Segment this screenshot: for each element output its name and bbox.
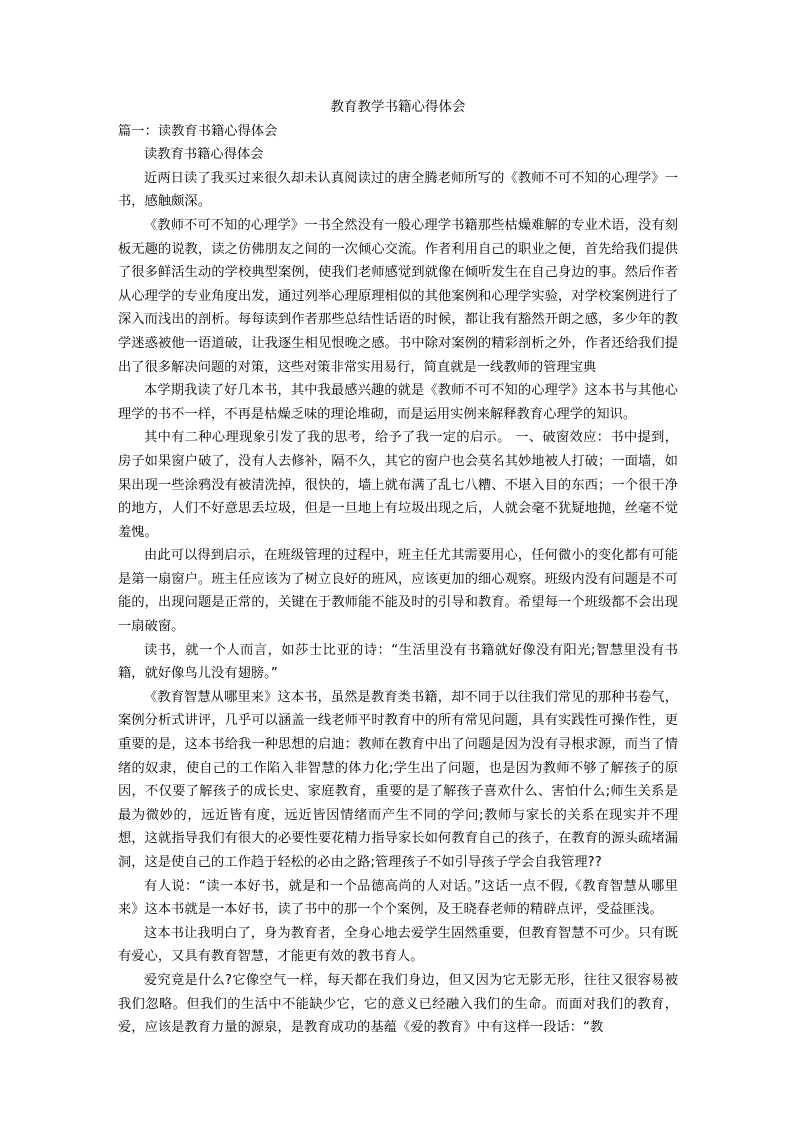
- part-heading: 篇一：读教育书籍心得体会: [118, 123, 278, 139]
- paragraph: 读书，就一个人而言，如莎士比亚的诗：“生活里没有书籍就好像没有阳光;智慧里没有书籍，就好像鸟儿没有翅膀。”: [118, 642, 678, 682]
- paragraph: 爱究竟是什么?它像空气一样，每天都在我们身边，但又因为它无影无形，往往又很容易被我们忽略。但我们的生活中不能缺少它，它的意义已经融入我们的生命。而面对我们的教育，爱，应该是教育力量的源泉，是教育成功的基蕴《爱的教育》中有这样一段话：“教: [118, 972, 678, 1036]
- paragraph: 本学期我读了好几本书，其中我最感兴趣的就是《教师不可不知的心理学》这本书与其他心理学的书不一样，不再是枯燥乏味的理论堆砌，而是运用实例来解释教育心理学的知识。: [118, 383, 678, 422]
- paragraph: 这本书让我明白了，身为教育者，全身心地去爱学生固然重要，但教育智慧不可少。只有既有爱心，又具有教育智慧，才能更有效的教书育人。: [118, 925, 678, 965]
- paragraph: 由此可以得到启示，在班级管理的过程中，班主任尤其需要用心，任何微小的变化都有可能是第一扇窗户。班主任应该为了树立良好的班风，应该更加的细心观察。班级内没有问题是不可能的，出现问题是正常的，关键在于教师能不能及时的引导和教育。希望每一个班级都不会出现一扇破窗。: [118, 548, 678, 635]
- section-subheading: 读教育书籍心得体会: [144, 147, 264, 163]
- document-title: 教育教学书籍心得体会: [330, 100, 466, 115]
- paragraph: 《教师不可不知的心理学》一书全然没有一般心理学书籍那些枯燥难解的专业术语，没有刻板无趣的说教，读之仿佛朋友之间的一次倾心交流。作者利用自己的职业之便，首先给我们提供了很多鲜活生动的学校典型案例，使我们老师感觉到就像在倾听发生在自己身边的事。然后作者从心理学的专业角度出发，通过列举心理原理相似的其他案例和心理学实验，对学校案例进行了深入而浅出的剖析。每每读到作者那些总结性话语的时候，都让我有豁然开朗之感，多少年的教学迷惑被他一语道破，让我逐生相见恨晚之感。书中除对案例的精彩剖析之外，作者还给我们提出了很多解决问题的对策，这些对策非常实用易行，简直就是一线教师的管理宝典: [118, 217, 678, 375]
- document-page: [118, 96, 678, 1040]
- paragraph: 有人说：“读一本好书，就是和一个品德高尚的人对话。”这话一点不假,《教育智慧从哪里来》这本书就是一本好书，读了书中的那一个个案例，及王晓春老师的精辟点评，受益匪浅。: [118, 878, 678, 918]
- paragraph: 其中有二种心理现象引发了我的思考，给予了我一定的启示。 一、破窗效应：书中提到，房子如果窗户破了，没有人去修补，隔不久，其它的窗户也会莫名其妙地被人打破；一面墙，如果出现一些涂鸦没有被清洗掉，很快的，墙上就布满了乱七八糟、不堪入目的东西；一个很干净的地方，人们不好意思丢垃圾，但是一旦地上有垃圾出现之后，人就会毫不犹疑地抛，丝毫不觉羞愧。: [118, 430, 678, 540]
- paragraph: 《教育智慧从哪里来》这本书，虽然是教育类书籍，却不同于以往我们常见的那种书卷气，案例分析式讲评，几乎可以涵盖一线老师平时教育中的所有常见问题，具有实践性可操作性，更重要的是，这本书给我一种思想的启迪：教师在教育中出了问题是因为没有寻根求源，而当了情绪的奴隶，使自己的工作陷入非智慧的体力化;学生出了问题，也是因为教师不够了解孩子的原因，不仅要了解孩子的成长史、家庭教育，重要的是了解孩子喜欢什么、害怕什么;师生关系是最为微妙的，远近皆有度，远近皆因情绪而产生不同的学问;教师与家长的关系在现实并不理想，这就指导我们有很大的必要性要花精力指导家长如何教育自己的孩子，在教育的源头疏堵漏洞，这是使自己的工作趋于轻松的必由之路;管理孩子不如引导孩子学会自我管理??: [118, 689, 678, 870]
- paragraph: 近两日读了我买过来很久却未认真阅读过的唐全腾老师所写的《教师不可不知的心理学》一书，感触颇深。: [118, 170, 678, 210]
